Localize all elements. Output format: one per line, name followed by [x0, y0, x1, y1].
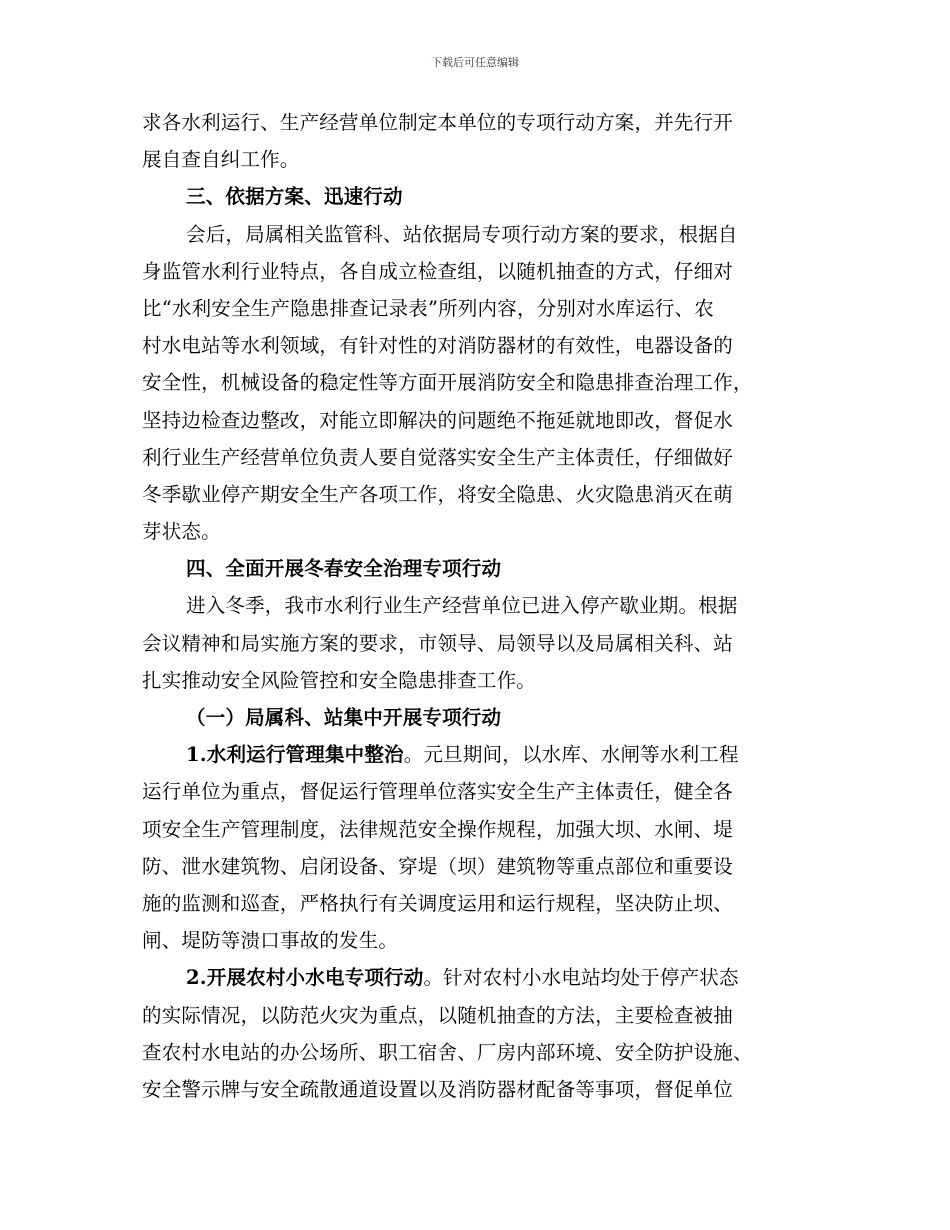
- text-line: [142, 587, 822, 624]
- line-text: 安全性，机械设备的稳定性等方面开展消防安全和隐患排查治理工作，: [142, 371, 753, 395]
- text-line: [142, 253, 822, 290]
- line-text: 扎实推动安全风险管控和安全隐患排查工作。: [142, 668, 537, 692]
- text-line: [142, 736, 822, 773]
- text-line: [142, 1034, 822, 1071]
- line-text: 安全警示牌与安全疏散通道设置以及消防器材配备等事项，督促单位: [142, 1077, 734, 1101]
- line-text: 利行业生产经营单位负责人要自觉落实安全生产主体责任，仔细做好: [142, 445, 734, 469]
- page-header: 下载后可任意编辑: [431, 56, 519, 69]
- line-text: 。针对农村小水电站均处于停产状态: [423, 966, 739, 990]
- text-line: [142, 885, 822, 922]
- text-line: [142, 773, 822, 810]
- text-line: [142, 811, 822, 848]
- section-heading: [142, 178, 822, 215]
- text-line: [142, 141, 822, 178]
- text-line: [142, 327, 822, 364]
- line-text: 闸、堤防等溃口事故的发生。: [142, 929, 399, 953]
- line-text: 的实际情况，以防范火灾为重点，以随机抽查的方法，主要检查被抽: [142, 1003, 734, 1027]
- line-text: 芽状态。: [142, 520, 221, 544]
- line-text: 比“水利安全生产隐患排查记录表”所列内容，分别对水库运行、农: [142, 296, 714, 320]
- line-text: 三、依据方案、迅速行动: [186, 185, 403, 209]
- text-line: [142, 364, 822, 401]
- section-heading: [142, 699, 822, 736]
- line-text: 会后，局属相关监管科、站依据局专项行动方案的要求，根据自: [186, 222, 738, 246]
- line-text: 查农村水电站的办公场所、职工宿舍、厂房内部环境、安全防护设施、: [142, 1040, 753, 1064]
- section-heading: [142, 550, 822, 587]
- item-title: 2.开展农村小水电专项行动: [186, 966, 424, 990]
- line-text: 运行单位为重点，督促运行管理单位落实安全生产主体责任，健全各: [142, 780, 734, 804]
- text-line: [142, 997, 822, 1034]
- text-line: [142, 625, 822, 662]
- text-line: [142, 402, 822, 439]
- text-line: [142, 439, 822, 476]
- line-text: 防、泄水建筑物、启闭设备、穿堤（坝）建筑物等重点部位和重要设: [142, 854, 734, 878]
- line-text: 会议精神和局实施方案的要求，市领导、局领导以及局属相关科、站: [142, 631, 734, 655]
- text-line: [142, 104, 822, 141]
- document-body: [142, 104, 822, 1108]
- line-text: 坚持边检查边整改，对能立即解决的问题绝不拖延就地即改，督促水: [142, 408, 734, 432]
- text-line: [142, 922, 822, 959]
- line-text: （一）局属科、站集中开展专项行动: [186, 706, 502, 729]
- line-text: 求各水利运行、生产经营单位制定本单位的专项行动方案，并先行开: [142, 111, 734, 134]
- line-text: 进入冬季，我市水利行业生产经营单位已进入停产歇业期。根据: [186, 594, 738, 618]
- text-line: [142, 216, 822, 253]
- text-line: [142, 290, 822, 327]
- line-text: 项安全生产管理制度，法律规范安全操作规程，加强大坝、水闸、堤: [142, 817, 734, 841]
- line-text: 。元旦期间，以水库、水闸等水利工程: [403, 743, 739, 767]
- line-text: 村水电站等水利领域，有针对性的对消防器材的有效性，电器设备的: [142, 334, 734, 358]
- text-line: [142, 662, 822, 699]
- text-line: [142, 513, 822, 550]
- line-text: 施的监测和巡查，严格执行有关调度运用和运行规程，坚决防止坝、: [142, 891, 734, 915]
- text-line: [142, 959, 822, 996]
- line-text: 冬季歇业停产期安全生产各项工作，将安全隐患、火灾隐患消灭在萌: [142, 482, 734, 506]
- line-text: 展自查自纠工作。: [142, 148, 300, 172]
- item-title: 1.水利运行管理集中整治: [186, 743, 404, 767]
- text-line: [142, 848, 822, 885]
- text-line: [142, 476, 822, 513]
- line-text: 身监管水利行业特点，各自成立检查组，以随机抽查的方式，仔细对: [142, 259, 734, 283]
- text-line: [142, 1071, 822, 1108]
- line-text: 四、全面开展冬春安全治理专项行动: [186, 557, 502, 581]
